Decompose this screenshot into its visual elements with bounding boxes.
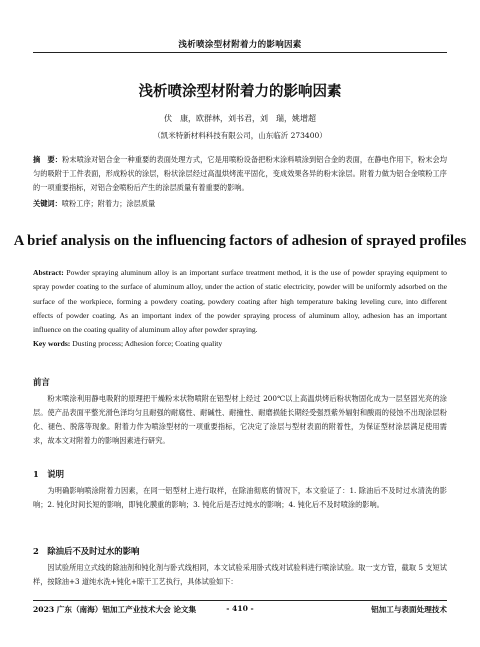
- footer-right: 铝加工与表面处理技术: [371, 605, 447, 614]
- keywords-cn-text: 喷粉工序；附着力；涂层质量: [61, 199, 156, 208]
- header-rule: [33, 52, 447, 53]
- abstract-en-text: Powder spraying aluminum alloy is an important surface treatment method, it is the use of powder spraying equipment to spray powder coating to the surface of aluminum alloy, under the action of static electricity, powder will be uniformly adsorbed on the surface of the workpiece, forming a powdery coating, powdery coating after high temperature baking leveling cure, into different effects of powder coating. As an important index of the powder spraying process of aluminum alloy, adhesion has an important influence on the coating quality of aluminum alloy after powder spraying.: [33, 268, 447, 335]
- section-1-heading: 1 说明: [33, 469, 64, 479]
- section-1-text: 为明确影响喷涂附着力因素，在同一铝型材上进行取样，在除油彻底的情况下，本文验证了：1. 除油后不及时过水清洗的影响；2. 钝化时间长短的影响，即钝化膜重的影响；3. 钝化后是否过纯水的影响；4. 钝化后不及时喷涂的影响。: [33, 486, 447, 510]
- english-title: A brief analysis on the influencing factors of adhesion of sprayed profiles: [13, 233, 467, 249]
- keywords-cn: [33, 197, 447, 211]
- abstract-en-label: Abstract:: [33, 268, 64, 277]
- keywords-en: [33, 337, 447, 351]
- abstract-cn-text: 粉末喷涂对铝合金一种重要的表面处理方式，它是用喷粉设备把粉末涂料喷涂到铝合金的表面，在静电作用下，粉末会均匀的吸附于工件表面，形成粉状的涂层，粉状涂层经过高温烘烤流平固化，变成效果各异的粉末涂层。附着力做为铝合金喷粉工序的一项重要指标，对铝合金喷粉后产生的涂层质量有着重要的影响。: [33, 155, 447, 193]
- abstract-en: [33, 266, 447, 337]
- footer-rule: [33, 600, 447, 601]
- page-title: 浅析喷涂型材附着力的影响因素: [138, 83, 342, 100]
- keywords-en-text: Dusting process; Adhesion force; Coating quality: [72, 339, 223, 348]
- abstract-cn: [33, 153, 447, 195]
- section-preface-heading: 前言: [33, 377, 50, 387]
- affiliation: （凯米特新材料科技有限公司，山东临沂 273400）: [153, 131, 327, 140]
- section-2-heading: 2 除油后不及时过水的影响: [33, 546, 140, 556]
- abstract-cn-label: 摘 要：: [33, 155, 63, 164]
- running-header: 浅析喷涂型材附着力的影响因素: [178, 40, 302, 50]
- section-preface-text: 粉末喷涂利用静电吸附的原理把干燥粉末状物喷附在铝型材上经过 200℃以上高温烘烤后粉状物固化成为一层坚固光亮的涂层。使产品表面平整光滑色泽均匀且耐强的耐腐性、耐碱性、耐撞性、耐磨损能长期经受强烈紫外辐射和酸雨的侵蚀不出现涂层粉化、褪色、脱落等现象。附着力作为喷涂型材的一项重要指标，它决定了涂层与型材表面的附着性，为保证型材涂层满足使用需求，故本文对附着力的影响因素进行研究。: [33, 394, 447, 446]
- authors: 伏 康，欧群林，刘书君，刘 瑞，姚增超: [164, 114, 316, 123]
- keywords-en-label: Key words:: [33, 339, 71, 348]
- footer-left: 2023 广东（南海）铝加工产业技术大会 论文集: [33, 605, 197, 614]
- page-number: - 410 -: [226, 604, 254, 613]
- section-2-text: 因试验所用立式线的除油剂和钝化剂与卧式线相同，本文试验采用卧式线对试验料进行喷涂试验。取一支方管，截取 5 支短试样，按除油+3 道纯水洗+钝化+晾干工艺执行，具体试验如下：: [33, 563, 447, 587]
- keywords-cn-label: 关键词：: [33, 199, 62, 208]
